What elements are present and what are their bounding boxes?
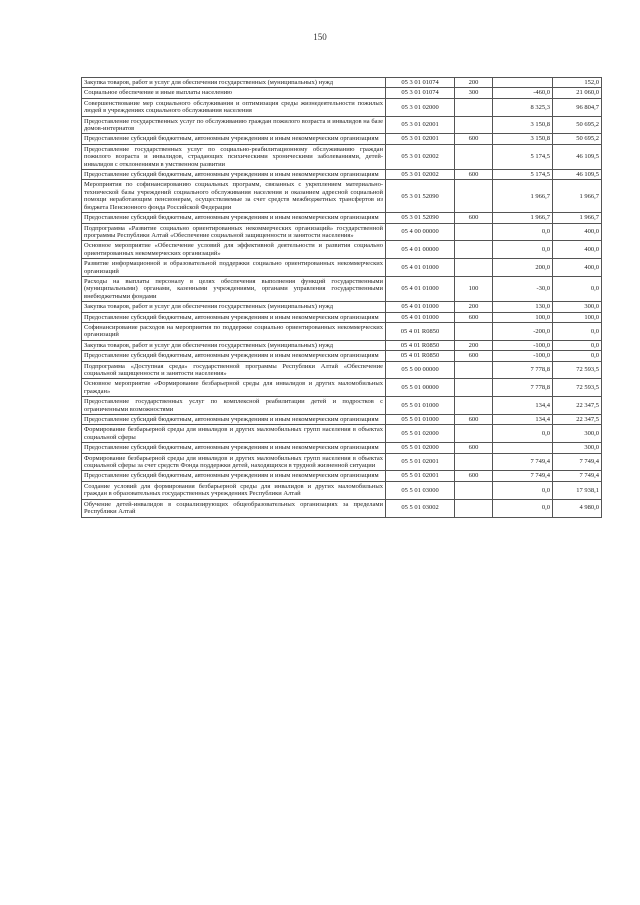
row-expense-type xyxy=(455,322,493,340)
row-expense-type: 200 xyxy=(455,302,493,312)
table-row xyxy=(82,397,602,415)
row-change-amount: -100,0 xyxy=(493,351,553,361)
row-name: Формирование безбарьерной среды для инвалидов и других маломобильных групп населения в объектах социальной сферы xyxy=(82,425,386,443)
row-name: Предоставление субсидий бюджетным, автономным учреждениям и иным некоммерческим организациям xyxy=(82,312,386,322)
row-total-amount: 4 980,0 xyxy=(553,499,602,517)
row-total-amount: 152,0 xyxy=(553,78,602,88)
row-code: 05 3 01 02002 xyxy=(386,144,455,169)
row-change-amount: 7 778,8 xyxy=(493,379,553,397)
row-code: 05 3 01 02000 xyxy=(386,98,455,116)
row-change-amount xyxy=(493,78,553,88)
row-name: Подпрограмма «Доступная среда» государственной программы Республики Алтай «Обеспечение социальной защищенности и занятости населения» xyxy=(82,361,386,379)
table-row xyxy=(82,98,602,116)
row-name: Обучение детей-инвалидов в социализирующих общеобразовательных организациях за пределами Республики Алтай xyxy=(82,499,386,517)
table-row xyxy=(82,134,602,144)
row-code: 05 5 01 02001 xyxy=(386,471,455,481)
row-total-amount: 300,0 xyxy=(553,302,602,312)
row-expense-type: 600 xyxy=(455,351,493,361)
row-total-amount: 72 593,5 xyxy=(553,379,602,397)
row-change-amount: 0,0 xyxy=(493,241,553,259)
row-code: 05 5 01 02001 xyxy=(386,453,455,471)
table-row xyxy=(82,415,602,425)
table-row xyxy=(82,453,602,471)
row-total-amount: 22 347,5 xyxy=(553,397,602,415)
row-code: 05 5 01 01000 xyxy=(386,397,455,415)
row-total-amount: 46 109,5 xyxy=(553,144,602,169)
row-expense-type xyxy=(455,361,493,379)
row-code: 05 4 01 01000 xyxy=(386,302,455,312)
row-code: 05 3 01 02001 xyxy=(386,134,455,144)
row-total-amount: 22 347,5 xyxy=(553,415,602,425)
row-code: 05 3 01 02001 xyxy=(386,116,455,134)
row-total-amount: 96 804,7 xyxy=(553,98,602,116)
row-name: Предоставление государственных услуг по обслуживанию граждан пожилого возраста и инвалидов на базе домов-интернатов xyxy=(82,116,386,134)
table-row xyxy=(82,180,602,213)
row-total-amount: 0,0 xyxy=(553,276,602,301)
row-code: 05 4 01 00000 xyxy=(386,241,455,259)
row-change-amount: -100,0 xyxy=(493,340,553,350)
row-code: 05 3 01 01074 xyxy=(386,88,455,98)
budget-table-body xyxy=(82,78,602,518)
row-name: Софинансирование расходов на мероприятия по поддержке социально ориентированных некоммерческих организаций xyxy=(82,322,386,340)
table-row xyxy=(82,481,602,499)
row-expense-type: 100 xyxy=(455,276,493,301)
row-name: Формирование безбарьерной среды для инвалидов и других маломобильных групп населения в объектах социальной сферы за счет средств Фонда поддержки детей, находящихся в трудной жизненной ситуации xyxy=(82,453,386,471)
row-expense-type xyxy=(455,223,493,241)
row-total-amount: 7 749,4 xyxy=(553,471,602,481)
row-code: 05 5 01 00000 xyxy=(386,379,455,397)
row-change-amount: -30,0 xyxy=(493,276,553,301)
table-row xyxy=(82,312,602,322)
table-row xyxy=(82,379,602,397)
row-name: Основное мероприятие «Формирование безбарьерной среды для инвалидов и других маломобильных граждан» xyxy=(82,379,386,397)
row-expense-type: 600 xyxy=(455,170,493,180)
table-row xyxy=(82,361,602,379)
row-name: Основное мероприятие «Обеспечение условий для эффективной деятельности и развития социально ориентированных некоммерческих организаций» xyxy=(82,241,386,259)
budget-table xyxy=(81,77,602,518)
row-expense-type xyxy=(455,453,493,471)
row-total-amount: 300,0 xyxy=(553,425,602,443)
row-total-amount: 72 593,5 xyxy=(553,361,602,379)
row-total-amount: 50 695,2 xyxy=(553,116,602,134)
table-row xyxy=(82,425,602,443)
row-name: Предоставление государственных услуг по социально-реабилитационному обслуживанию граждан пожилого возраста и инвалидов, страдающих психическими хроническими заболеваниями, детей-инвалидов с отклонениями в умственном развитии xyxy=(82,144,386,169)
row-change-amount: 1 966,7 xyxy=(493,213,553,223)
row-name: Предоставление субсидий бюджетным, автономным учреждениям и иным некоммерческим организациям xyxy=(82,351,386,361)
row-change-amount: 3 150,8 xyxy=(493,134,553,144)
row-total-amount: 7 749,4 xyxy=(553,453,602,471)
row-code: 05 4 01 R0850 xyxy=(386,340,455,350)
row-total-amount: 0,0 xyxy=(553,340,602,350)
row-change-amount: 5 174,5 xyxy=(493,144,553,169)
table-row xyxy=(82,443,602,453)
row-name: Социальное обеспечение и иные выплаты населению xyxy=(82,88,386,98)
row-name: Предоставление субсидий бюджетным, автономным учреждениям и иным некоммерческим организациям xyxy=(82,471,386,481)
table-row xyxy=(82,78,602,88)
row-name: Развитие информационной и образовательной поддержки социально ориентированных некоммерческих организаций xyxy=(82,259,386,277)
row-expense-type: 600 xyxy=(455,471,493,481)
row-change-amount: 5 174,5 xyxy=(493,170,553,180)
row-code: 05 5 01 03002 xyxy=(386,499,455,517)
row-total-amount: 21 060,0 xyxy=(553,88,602,98)
row-change-amount: 130,0 xyxy=(493,302,553,312)
row-expense-type xyxy=(455,379,493,397)
row-expense-type xyxy=(455,98,493,116)
row-change-amount: 1 966,7 xyxy=(493,180,553,213)
row-change-amount: 100,0 xyxy=(493,312,553,322)
row-name: Мероприятия по софинансированию социальных программ, связанных с укреплением материально-технической базы учреждений социального обслуживания населения и оказанием адресной социальной помощи неработающим пенсионерам, осуществляемые за счет средств межбюджетных трансфертов из бюджета Пенсионного фонда Российской Федерации xyxy=(82,180,386,213)
row-code: 05 5 01 01000 xyxy=(386,415,455,425)
table-row xyxy=(82,471,602,481)
row-code: 05 5 01 02000 xyxy=(386,443,455,453)
row-change-amount: 0,0 xyxy=(493,425,553,443)
row-code: 05 3 01 02002 xyxy=(386,170,455,180)
table-row xyxy=(82,351,602,361)
row-expense-type xyxy=(455,144,493,169)
table-row xyxy=(82,116,602,134)
row-expense-type: 300 xyxy=(455,88,493,98)
table-row xyxy=(82,144,602,169)
row-expense-type: 600 xyxy=(455,213,493,223)
row-change-amount: 200,0 xyxy=(493,259,553,277)
row-total-amount: 0,0 xyxy=(553,351,602,361)
row-name: Предоставление субсидий бюджетным, автономным учреждениям и иным некоммерческим организациям xyxy=(82,415,386,425)
row-total-amount: 1 966,7 xyxy=(553,180,602,213)
table-row xyxy=(82,302,602,312)
row-code: 05 4 01 01000 xyxy=(386,259,455,277)
row-total-amount: 400,0 xyxy=(553,241,602,259)
row-expense-type xyxy=(455,241,493,259)
row-expense-type xyxy=(455,499,493,517)
row-name: Предоставление субсидий бюджетным, автономным учреждениям и иным некоммерческим организациям xyxy=(82,213,386,223)
row-name: Предоставление субсидий бюджетным, автономным учреждениям и иным некоммерческим организациям xyxy=(82,443,386,453)
row-name: Предоставление субсидий бюджетным, автономным учреждениям и иным некоммерческим организациям xyxy=(82,134,386,144)
table-row xyxy=(82,88,602,98)
row-name: Закупка товаров, работ и услуг для обеспечения государственных (муниципальных) нужд xyxy=(82,78,386,88)
table-row xyxy=(82,499,602,517)
row-name: Закупка товаров, работ и услуг для обеспечения государственных (муниципальных) нужд xyxy=(82,340,386,350)
table-row xyxy=(82,340,602,350)
row-code: 05 4 01 R0850 xyxy=(386,351,455,361)
row-expense-type xyxy=(455,116,493,134)
row-code: 05 4 00 00000 xyxy=(386,223,455,241)
row-expense-type xyxy=(455,425,493,443)
row-expense-type: 200 xyxy=(455,340,493,350)
row-expense-type xyxy=(455,180,493,213)
row-total-amount: 400,0 xyxy=(553,223,602,241)
row-change-amount: 7 749,4 xyxy=(493,453,553,471)
row-change-amount: 0,0 xyxy=(493,223,553,241)
row-name: Совершенствование мер социального обслуживания и оптимизация среды жизнедеятельности пожилых людей в учреждениях социального обслуживания населения xyxy=(82,98,386,116)
page-number: 150 xyxy=(313,32,327,42)
row-total-amount: 400,0 xyxy=(553,259,602,277)
row-expense-type: 600 xyxy=(455,312,493,322)
table-row xyxy=(82,276,602,301)
row-code: 05 4 01 01000 xyxy=(386,312,455,322)
row-name: Расходы на выплаты персоналу в целях обеспечения выполнения функций государственными (муниципальными) органами, казенными учреждениями, органами управления государственными внебюджетными фондами xyxy=(82,276,386,301)
row-code: 05 4 01 R0850 xyxy=(386,322,455,340)
row-code: 05 3 01 01074 xyxy=(386,78,455,88)
row-change-amount: 0,0 xyxy=(493,499,553,517)
table-row xyxy=(82,213,602,223)
table-row xyxy=(82,259,602,277)
row-code: 05 5 00 00000 xyxy=(386,361,455,379)
row-expense-type xyxy=(455,397,493,415)
row-change-amount: 7 778,8 xyxy=(493,361,553,379)
row-code: 05 3 01 52090 xyxy=(386,180,455,213)
table-row xyxy=(82,322,602,340)
row-expense-type xyxy=(455,259,493,277)
row-code: 05 3 01 52090 xyxy=(386,213,455,223)
row-name: Создание условий для формирования безбарьерной среды для инвалидов и других маломобильных граждан в образовательных государственных учреждениях Республики Алтай xyxy=(82,481,386,499)
row-name: Предоставление государственных услуг по комплексной реабилитации детей и подростков с ограниченными возможностями xyxy=(82,397,386,415)
row-name: Подпрограмма «Развитие социально ориентированных некоммерческих организаций» государственной программы Республики Алтай «Обеспечение социальной защищенности и занятости населения» xyxy=(82,223,386,241)
row-change-amount: 8 325,3 xyxy=(493,98,553,116)
table-row xyxy=(82,223,602,241)
row-code: 05 4 01 01000 xyxy=(386,276,455,301)
row-expense-type: 600 xyxy=(455,134,493,144)
row-total-amount: 46 109,5 xyxy=(553,170,602,180)
table-row xyxy=(82,241,602,259)
row-total-amount: 300,0 xyxy=(553,443,602,453)
row-total-amount: 17 938,1 xyxy=(553,481,602,499)
row-code: 05 5 01 02000 xyxy=(386,425,455,443)
row-change-amount: 7 749,4 xyxy=(493,471,553,481)
table-row xyxy=(82,170,602,180)
row-expense-type: 200 xyxy=(455,78,493,88)
row-total-amount: 50 695,2 xyxy=(553,134,602,144)
row-name: Предоставление субсидий бюджетным, автономным учреждениям и иным некоммерческим организациям xyxy=(82,170,386,180)
row-expense-type: 600 xyxy=(455,443,493,453)
row-change-amount: -200,0 xyxy=(493,322,553,340)
row-total-amount: 100,0 xyxy=(553,312,602,322)
row-name: Закупка товаров, работ и услуг для обеспечения государственных (муниципальных) нужд xyxy=(82,302,386,312)
row-change-amount: 134,4 xyxy=(493,397,553,415)
row-expense-type xyxy=(455,481,493,499)
row-code: 05 5 01 03000 xyxy=(386,481,455,499)
row-expense-type: 600 xyxy=(455,415,493,425)
row-total-amount: 1 966,7 xyxy=(553,213,602,223)
row-change-amount xyxy=(493,443,553,453)
row-total-amount: 0,0 xyxy=(553,322,602,340)
row-change-amount: 3 150,8 xyxy=(493,116,553,134)
row-change-amount: -460,0 xyxy=(493,88,553,98)
row-change-amount: 134,4 xyxy=(493,415,553,425)
row-change-amount: 0,0 xyxy=(493,481,553,499)
